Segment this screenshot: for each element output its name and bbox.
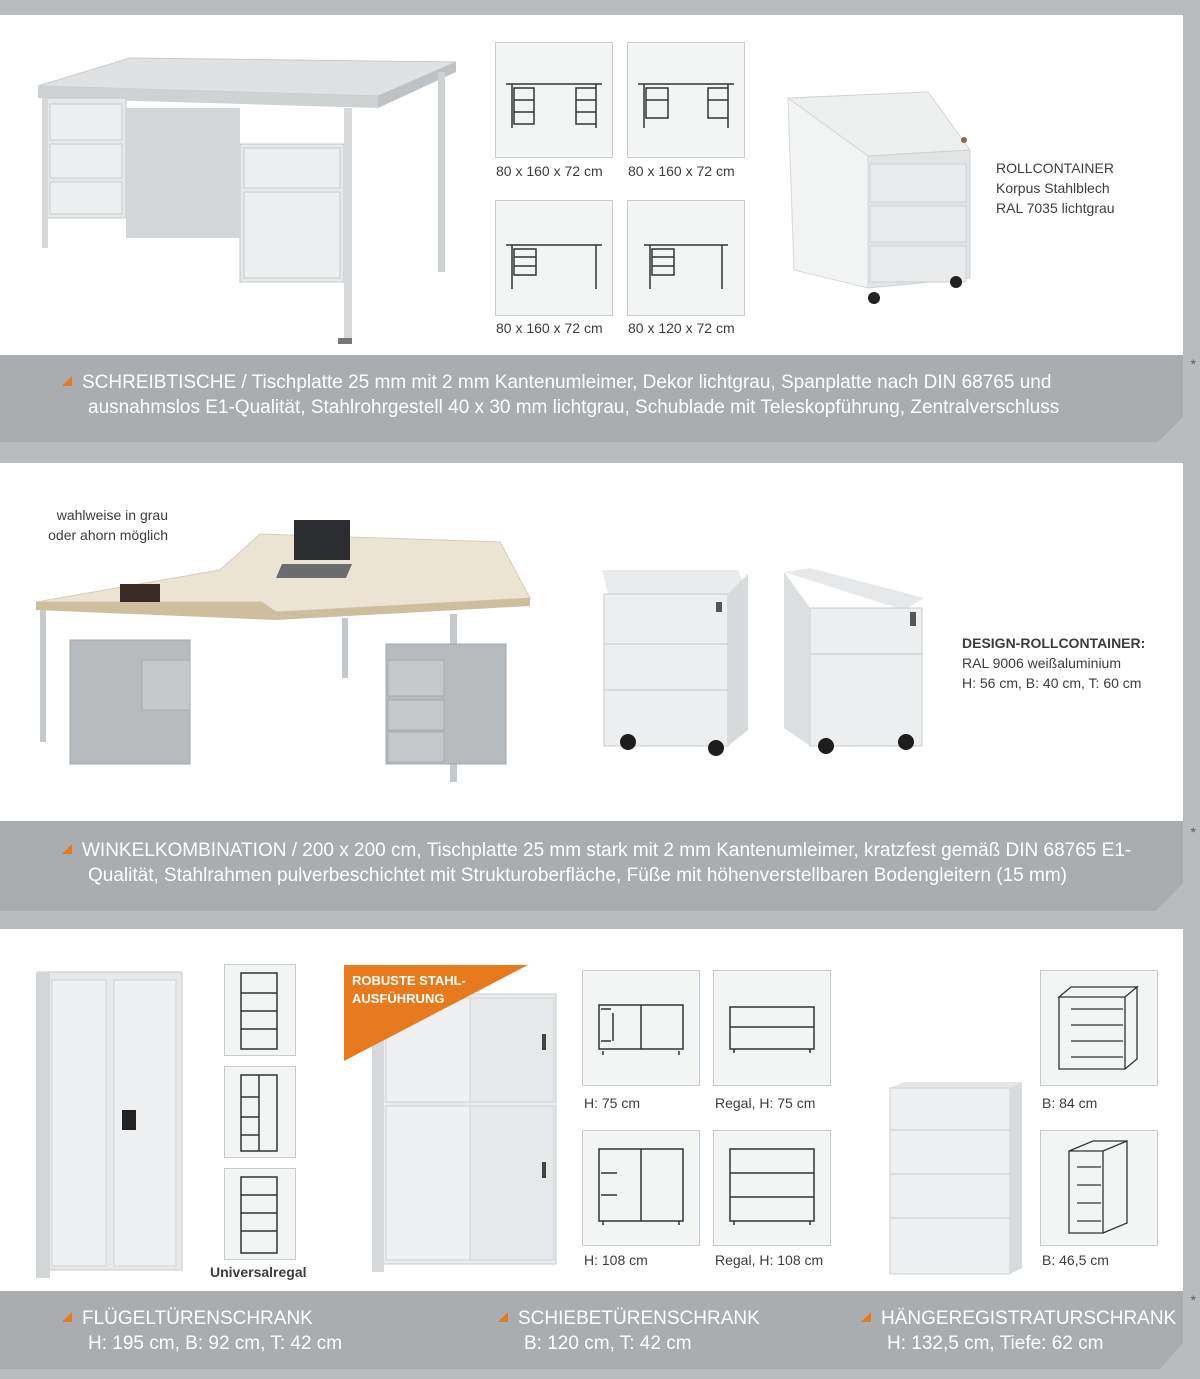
- sliding-door-heading: SCHIEBETÜRENSCHRANK: [518, 1308, 760, 1329]
- orange-arrow-icon: [62, 844, 72, 854]
- filing-cabinet-image: [886, 1082, 1026, 1276]
- shelf-drawing-icon: [239, 1175, 279, 1255]
- design-line2: H: 56 cm, B: 40 cm, T: 60 cm: [962, 675, 1142, 691]
- orange-arrow-icon: [62, 376, 72, 386]
- desks-line1: / Tischplatte 25 mm mit 2 mm Kantenumleimer, Dekor lichtgrau, Spanplatte nach DIN 68765 und: [236, 372, 1052, 393]
- product-sliding-door: [498, 1306, 760, 1356]
- universal-shelf-thumb-1: [224, 964, 296, 1056]
- footnote-star-1: *: [1190, 356, 1196, 372]
- sliding-caption-3: H: 108 cm: [584, 1252, 648, 1268]
- design-rollcontainer-image-1: [598, 570, 750, 760]
- desks-line2: ausnahmslos E1-Qualität, Stahlrohrgestell 40 x 30 mm lichtgrau, Schublade mit Teleskopführung, Zentralverschluss: [88, 397, 1060, 418]
- desk-image: [38, 48, 458, 348]
- sliding-drawing-icon: [597, 1003, 685, 1055]
- sliding-variant-thumb-4: [713, 1130, 831, 1246]
- orange-arrow-icon: [62, 1312, 72, 1322]
- filing-spec: H: 132,5 cm, Tiefe: 62 cm: [887, 1333, 1104, 1354]
- universal-shelf-thumb-3: [224, 1168, 296, 1260]
- desk-variant-thumb-2: [627, 42, 745, 158]
- desk-drawing-icon: [506, 239, 602, 289]
- product-filing: [861, 1306, 1176, 1356]
- design-rollcontainer-spec: [962, 633, 1145, 693]
- wing-door-heading: FLÜGELTÜRENSCHRANK: [82, 1308, 313, 1329]
- universal-shelf-thumb-2: [224, 1066, 296, 1158]
- rollcontainer-image: [788, 92, 978, 312]
- corner-desk-image: [30, 520, 540, 800]
- sliding-caption-4: Regal, H: 108 cm: [715, 1252, 824, 1268]
- desks-description: [62, 370, 1059, 420]
- angle-line1: / 200 x 200 cm, Tischplatte 25 mm stark mit 2 mm Kantenumleimer, kratzfest gemäß DIN 68765 E1-: [286, 840, 1132, 861]
- universal-shelf-label: Universalregal: [210, 1264, 307, 1280]
- orange-arrow-icon: [861, 1312, 871, 1322]
- badge-line2: AUSFÜHRUNG: [352, 991, 445, 1006]
- desk-variant-caption-3: 80 x 160 x 72 cm: [496, 320, 603, 336]
- wing-door-spec: H: 195 cm, B: 92 cm, T: 42 cm: [88, 1333, 343, 1354]
- filing-heading: HÄNGEREGISTRATURSCHRANK: [881, 1308, 1177, 1329]
- wing-door-cabinet-image: [36, 972, 186, 1278]
- filing-drawing-icon: [1067, 1139, 1131, 1237]
- product-wing-door: [62, 1306, 342, 1356]
- sliding-variant-thumb-2: [713, 970, 831, 1086]
- rollcontainer-line1: Korpus Stahlblech: [996, 180, 1110, 196]
- filing-caption-2: B: 46,5 cm: [1042, 1252, 1109, 1268]
- robust-steel-badge-text: [352, 972, 466, 1008]
- desk-drawing-icon: [644, 239, 728, 289]
- color-note-line1: wahlweise in grau: [56, 507, 168, 523]
- sliding-drawing-icon: [597, 1147, 685, 1227]
- angle-description: [62, 838, 1131, 888]
- rollcontainer-spec: [996, 158, 1115, 218]
- desks-heading: SCHREIBTISCHE: [82, 372, 237, 393]
- angle-line2: Qualität, Stahlrahmen pulverbeschichtet mit Strukturoberfläche, Füße mit höhenverstellbaren Bodengleitern (15 mm): [88, 865, 1067, 886]
- design-line1: RAL 9006 weißaluminium: [962, 655, 1121, 671]
- shelf-drawing-icon: [728, 1147, 816, 1227]
- sliding-variant-thumb-1: [582, 970, 700, 1086]
- rollcontainer-line2: RAL 7035 lichtgrau: [996, 200, 1115, 216]
- sliding-variant-thumb-3: [582, 1130, 700, 1246]
- desk-drawing-icon: [638, 78, 734, 128]
- desk-variant-caption-2: 80 x 160 x 72 cm: [628, 163, 735, 179]
- desk-variant-thumb-3: [495, 200, 613, 316]
- filing-caption-1: B: 84 cm: [1042, 1095, 1098, 1111]
- footnote-star-2: *: [1190, 824, 1196, 840]
- shelf-drawing-icon: [239, 971, 279, 1051]
- desk-variant-caption-4: 80 x 120 x 72 cm: [628, 320, 735, 336]
- sliding-caption-1: H: 75 cm: [584, 1095, 641, 1111]
- shelf-drawing-icon: [728, 1005, 816, 1055]
- design-title: DESIGN-ROLLCONTAINER:: [962, 635, 1146, 651]
- footnote-star-3: *: [1190, 1292, 1196, 1308]
- desk-variant-thumb-1: [495, 42, 613, 158]
- filing-drawing-icon: [1057, 985, 1141, 1073]
- orange-arrow-icon: [498, 1312, 508, 1322]
- design-rollcontainer-image-2: [784, 568, 934, 758]
- filing-variant-thumb-1: [1040, 970, 1158, 1086]
- desk-variant-caption-1: 80 x 160 x 72 cm: [496, 163, 603, 179]
- angle-heading: WINKELKOMBINATION: [82, 840, 287, 861]
- filing-variant-thumb-2: [1040, 1130, 1158, 1246]
- desk-variant-thumb-4: [627, 200, 745, 316]
- sliding-door-spec: B: 120 cm, T: 42 cm: [524, 1333, 692, 1354]
- desk-drawing-icon: [506, 78, 602, 128]
- color-note-line2: oder ahorn möglich: [48, 527, 168, 543]
- sliding-caption-2: Regal, H: 75 cm: [715, 1095, 816, 1111]
- shelf-drawing-icon: [239, 1073, 279, 1153]
- badge-line1: ROBUSTE STAHL-: [352, 973, 466, 988]
- rollcontainer-title: ROLLCONTAINER: [996, 160, 1114, 176]
